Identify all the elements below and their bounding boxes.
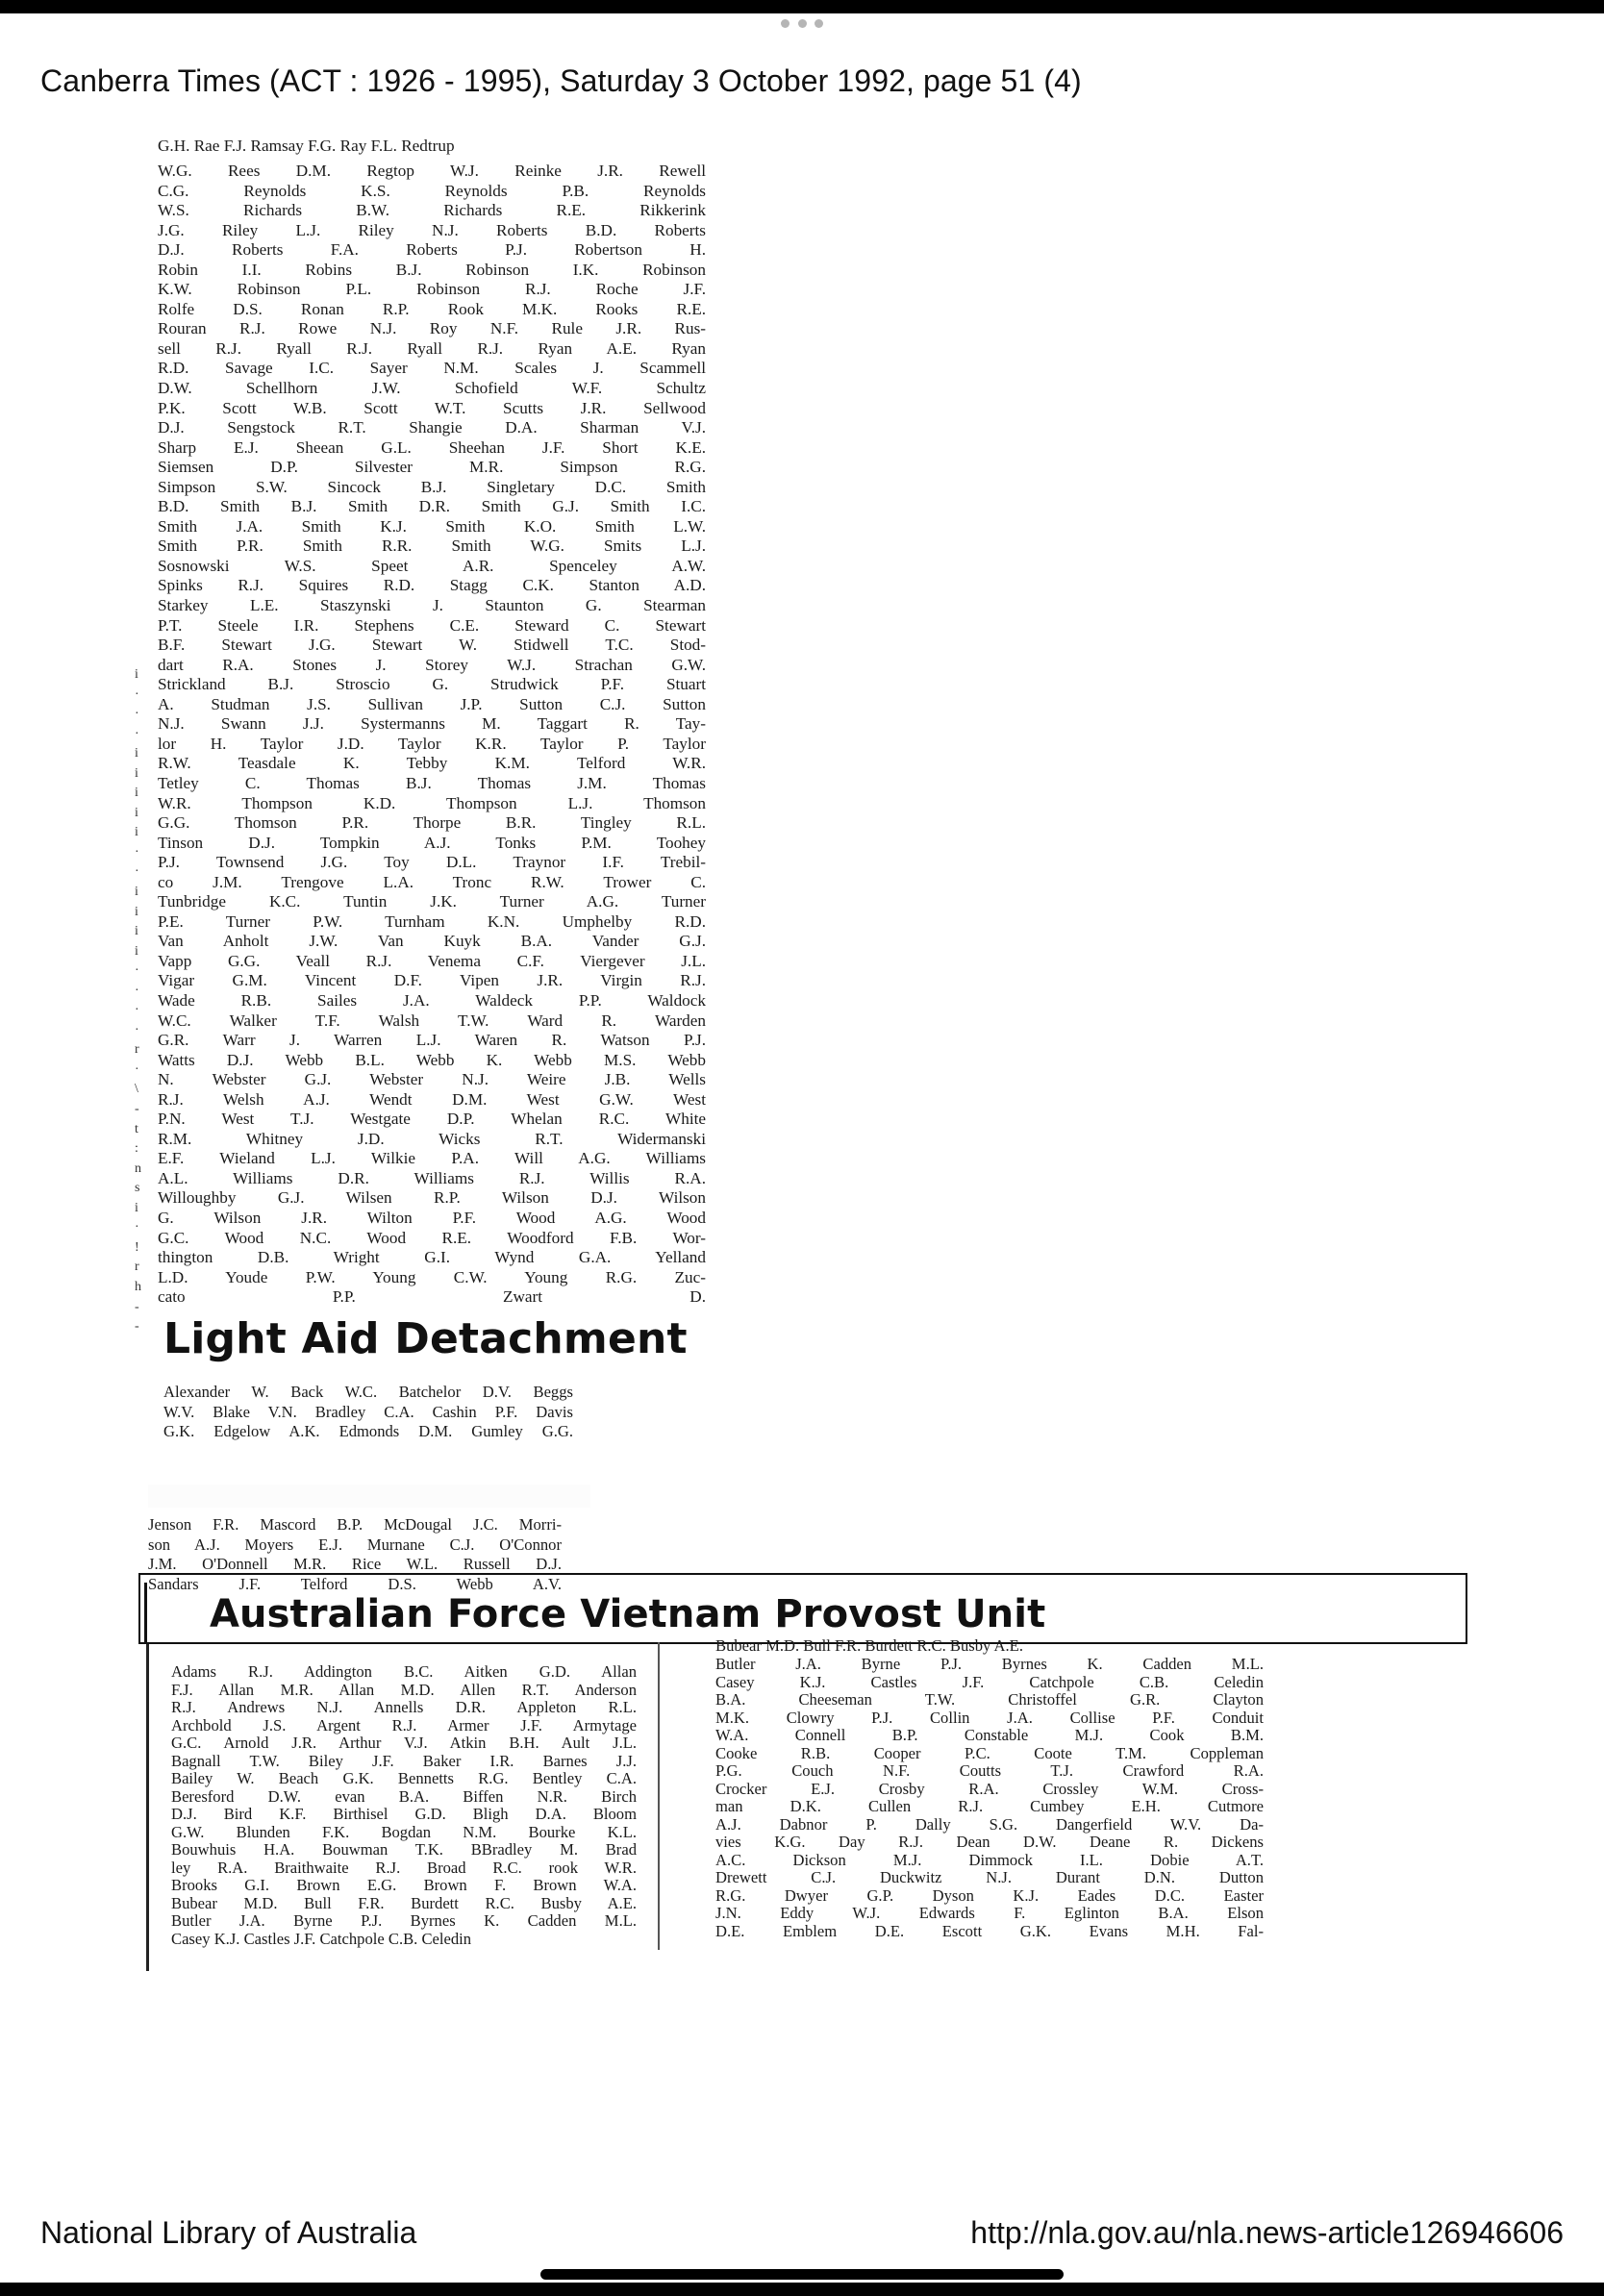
- text-line: Strickland B.J. Stroscio G. Strudwick P.F. Stuart: [158, 675, 706, 694]
- text-line: vies K.G. Day R.J. Dean D.W. Deane R. Dickens: [715, 1833, 1264, 1851]
- text-line: Van Anholt J.W. Van Kuyk B.A. Vander G.J.: [158, 932, 706, 951]
- text-line: W.C. Walker T.F. Walsh T.W. Ward R. Warden: [158, 1011, 706, 1030]
- text-line: D.J. Bird K.F. Birthisel G.D. Bligh D.A. Bloom: [171, 1805, 637, 1823]
- text-line: son A.J. Moyers E.J. Murnane C.J. O'Connor: [148, 1535, 562, 1554]
- section-heading-text: Light Aid Detachment: [163, 1314, 688, 1363]
- margin-mark: ·: [135, 1061, 139, 1077]
- text-line: Brooks G.I. Brown E.G. Brown F. Brown W.A.: [171, 1876, 637, 1894]
- text-line: G. Wilson J.R. Wilton P.F. Wood A.G. Wood: [158, 1208, 706, 1227]
- text-line: W.G. Rees D.M. Regtop W.J. Reinke J.R. Rewell: [158, 162, 706, 180]
- text-line: thington D.B. Wright G.I. Wynd G.A. Yelland: [158, 1248, 706, 1267]
- text-line: Simpson S.W. Sincock B.J. Singletary D.C. Smith: [158, 477, 706, 496]
- text-line: R.J. Andrews N.J. Annells D.R. Appleton R.L.: [171, 1698, 637, 1716]
- text-line: G.R. Warr J. Warren L.J. Waren R. Watson P.J.: [158, 1031, 706, 1050]
- text-line: P.G. Couch N.F. Coutts T.J. Crawford R.A.: [715, 1761, 1264, 1780]
- text-line: Tetley C. Thomas B.J. Thomas J.M. Thomas: [158, 773, 706, 792]
- text-line: Robin I.I. Robins B.J. Robinson I.K. Robinson: [158, 260, 706, 279]
- text-line: Crocker E.J. Crosby R.A. Crossley W.M. Cross-: [715, 1779, 1264, 1798]
- text-line: R.J. Welsh A.J. Wendt D.M. West G.W. West: [158, 1089, 706, 1109]
- name-list: [158, 162, 706, 1308]
- afv-name-list-2: [715, 1656, 1264, 1940]
- text-line: A.L. Williams D.R. Williams R.J. Willis R.A.: [158, 1168, 706, 1187]
- text-line: P.E. Turner P.W. Turnham K.N. Umphelby R.D.: [158, 911, 706, 931]
- text-line: W.R. Thompson K.D. Thompson L.J. Thomson: [158, 793, 706, 812]
- more-options-icon[interactable]: [781, 17, 823, 29]
- text-line: Spinks R.J. Squires R.D. Stagg C.K. Stanton A.D.: [158, 576, 706, 595]
- text-line: Rolfe D.S. Ronan R.P. Rook M.K. Rooks R.E.: [158, 299, 706, 318]
- scan-gap: [148, 1485, 590, 1508]
- text-line: Bagnall T.W. Biley J.F. Baker I.R. Barnes J.J.: [171, 1751, 637, 1770]
- text-line: P.N. West T.J. Westgate D.P. Whelan R.C. White: [158, 1110, 706, 1129]
- column-rule-left: [146, 1644, 149, 1971]
- margin-mark: ·: [135, 707, 139, 722]
- lad-name-list-1: [163, 1383, 573, 1442]
- text-line: Starkey L.E. Staszynski J. Staunton G. Stearman: [158, 596, 706, 615]
- text-line: Tinson D.J. Tompkin A.J. Tonks P.M. Toohey: [158, 833, 706, 852]
- text-line: E.F. Wieland L.J. Wilkie P.A. Will A.G. Williams: [158, 1149, 706, 1168]
- afv-name-list-1: [171, 1663, 637, 1931]
- top-status-bar: [0, 0, 1604, 13]
- text-line: W.A. Connell B.P. Constable M.J. Cook B.M.: [715, 1726, 1264, 1744]
- margin-mark: ·: [135, 686, 139, 702]
- text-line: A.C. Dickson M.J. Dimmock I.L. Dobie A.T.: [715, 1850, 1264, 1869]
- text-line: W.V. Blake V.N. Bradley C.A. Cashin P.F. Davis: [163, 1402, 573, 1421]
- text-line: D.J. Roberts F.A. Roberts P.J. Robertson H.: [158, 240, 706, 260]
- margin-mark: i: [135, 885, 138, 900]
- text-line: P.K. Scott W.B. Scott W.T. Scutts J.R. Sellwood: [158, 398, 706, 417]
- margin-mark: i: [135, 805, 138, 820]
- margin-mark: -: [135, 1319, 139, 1335]
- column-rule-divider: [658, 1642, 660, 1950]
- afv-column-2: [715, 1636, 1264, 1940]
- text-line: Sandars J.F. Telford D.S. Webb A.V.: [148, 1574, 562, 1593]
- text-line: Sharp E.J. Sheean G.L. Sheehan J.F. Short K.E.: [158, 437, 706, 457]
- margin-mark: h: [135, 1279, 141, 1294]
- text-line: K.W. Robinson P.L. Robinson R.J. Roche J.F.: [158, 280, 706, 299]
- text-line: J.N. Eddy W.J. Edwards F. Eglinton B.A. Elson: [715, 1904, 1264, 1922]
- text-line: G.C. Wood N.C. Wood R.E. Woodford F.B. Wor-: [158, 1228, 706, 1247]
- text-line: Casey K.J. Castles J.F. Catchpole C.B. Celedin: [715, 1672, 1264, 1691]
- text-line: P.J. Townsend J.G. Toy D.L. Traynor I.F. Trebil-: [158, 853, 706, 872]
- text-line: cato P.P. Zwart D.: [158, 1287, 706, 1307]
- text-line: J.G. Riley L.J. Riley N.J. Roberts B.D. Roberts: [158, 220, 706, 239]
- text-line: F.J. Allan M.R. Allan M.D. Allen R.T. Anderson: [171, 1680, 637, 1699]
- margin-mark: -: [135, 1102, 139, 1117]
- margin-mark: ·: [135, 983, 139, 998]
- text-line: sell R.J. Ryall R.J. Ryall R.J. Ryan A.E. Ryan: [158, 338, 706, 358]
- text-line: R.M. Whitney J.D. Wicks R.T. Widermanski: [158, 1129, 706, 1148]
- cut-off-line-text: Bubear M.D. Bull F.R. Burdett R.C. Busby A.E.: [715, 1636, 1023, 1655]
- text-line: D.J. Sengstock R.T. Shangie D.A. Sharman V.J.: [158, 418, 706, 437]
- text-line: D.W. Schellhorn J.W. Schofield W.F. Schultz: [158, 379, 706, 398]
- margin-mark: !: [135, 1239, 139, 1255]
- text-line: man D.K. Cullen R.J. Cumbey E.H. Cutmore: [715, 1797, 1264, 1815]
- text-line: G.G. Thomson P.R. Thorpe B.R. Tingley R.L.: [158, 813, 706, 833]
- margin-mark: i: [135, 667, 138, 682]
- text-line: Jenson F.R. Mascord B.P. McDougal J.C. Morri-: [148, 1515, 562, 1534]
- margin-marks: [135, 665, 154, 1454]
- text-line: Wade R.B. Sailes J.A. Waldeck P.P. Waldock: [158, 990, 706, 1010]
- page-title: Canberra Times (ACT : 1926 - 1995), Saturday 3 October 1992, page 51 (4): [40, 63, 1082, 98]
- text-line: Siemsen D.P. Silvester M.R. Simpson R.G.: [158, 458, 706, 477]
- margin-mark: i: [135, 825, 138, 840]
- afv-column-1: [171, 1662, 637, 1948]
- margin-mark: ·: [135, 963, 139, 979]
- text-line: B.F. Stewart J.G. Stewart W. Stidwell T.C. Stod-: [158, 636, 706, 655]
- frame-left-bar: [144, 1583, 147, 1642]
- margin-mark: i: [135, 1200, 138, 1215]
- margin-mark: r: [135, 1042, 139, 1058]
- text-line: Sosnowski W.S. Speet A.R. Spenceley A.W.: [158, 556, 706, 575]
- text-line: W.S. Richards B.W. Richards R.E. Rikkerink: [158, 201, 706, 220]
- text-line: C.G. Reynolds K.S. Reynolds P.B. Reynolds: [158, 181, 706, 200]
- text-line: Vapp G.G. Veall R.J. Venema C.F. Viergever J.L.: [158, 951, 706, 970]
- margin-mark: s: [135, 1181, 140, 1196]
- section-heading-light-aid-detachment: [163, 1314, 875, 1376]
- bottom-bar: [0, 2283, 1604, 2296]
- text-line: D.E. Emblem D.E. Escott G.K. Evans M.H. Fal-: [715, 1921, 1264, 1940]
- text-line: lor H. Taylor J.D. Taylor K.R. Taylor P. Taylor: [158, 734, 706, 753]
- text-line: R.G. Dwyer G.P. Dyson K.J. Eades D.C. Easter: [715, 1885, 1264, 1905]
- text-line: dart R.A. Stones J. Storey W.J. Strachan G.W.: [158, 655, 706, 674]
- text-line: Butler J.A. Byrne P.J. Byrnes K. Cadden M.L.: [715, 1655, 1264, 1673]
- margin-mark: :: [135, 1141, 138, 1157]
- text-line: Bubear M.D. Bull F.R. Burdett R.C. Busby A.E.: [171, 1893, 637, 1912]
- text-line: B.D. Smith B.J. Smith D.R. Smith G.J. Smith I.C.: [158, 497, 706, 516]
- newspaper-clipping: [135, 137, 1481, 1973]
- text-line: Beresford D.W. evan B.A. Biffen N.R. Birch: [171, 1786, 637, 1806]
- text-line: Willoughby G.J. Wilsen R.P. Wilson D.J. Wilson: [158, 1188, 706, 1208]
- margin-mark: r: [135, 1260, 139, 1275]
- margin-mark: ·: [135, 726, 139, 741]
- footer-source: National Library of Australia: [40, 2215, 417, 2250]
- text-line: Rouran R.J. Rowe N.J. Roy N.F. Rule J.R. Rus-: [158, 319, 706, 338]
- margin-mark: t: [135, 1121, 138, 1136]
- margin-mark: ·: [135, 844, 139, 860]
- text-line: A. Studman J.S. Sullivan J.P. Sutton C.J. Sutton: [158, 694, 706, 713]
- cut-off-line-text: G.H. Rae F.J. Ramsay F.G. Ray F.L. Redtrup: [158, 137, 455, 155]
- margin-mark: -: [135, 1299, 139, 1314]
- margin-mark: i: [135, 765, 138, 781]
- text-line: ley R.A. Braithwaite R.J. Broad R.C. rook W.R.: [171, 1858, 637, 1877]
- text-line: A.J. Dabnor P. Dally S.G. Dangerfield W.V. Da-: [715, 1814, 1264, 1834]
- text-line: L.D. Youde P.W. Young C.W. Young R.G. Zuc-: [158, 1267, 706, 1286]
- margin-mark: i: [135, 943, 138, 959]
- roll-column-main: [158, 137, 706, 1308]
- text-line: N.J. Swann J.J. Systermanns M. Taggart R. Tay-: [158, 714, 706, 734]
- text-line: Alexander W. Back W.C. Batchelor D.V. Beggs: [163, 1383, 573, 1401]
- text-line: Watts D.J. Webb B.L. Webb K. Webb M.S. Webb: [158, 1050, 706, 1069]
- text-line: Vigar G.M. Vincent D.F. Vipen J.R. Virgin R.J.: [158, 971, 706, 990]
- footer-url-link[interactable]: http://nla.gov.au/nla.news-article126946606: [970, 2215, 1564, 2250]
- text-line: Tunbridge K.C. Tuntin J.K. Turner A.G. Turner: [158, 892, 706, 911]
- text-line: Archbold J.S. Argent R.J. Armer J.F. Armytage: [171, 1715, 637, 1734]
- text-line: Smith P.R. Smith R.R. Smith W.G. Smits L.J.: [158, 537, 706, 556]
- margin-mark: n: [135, 1160, 141, 1176]
- margin-mark: ·: [135, 1220, 139, 1235]
- section-heading-afv-provost-unit: Australian Force Vietnam Provost Unit: [210, 1592, 1046, 1636]
- text-line: R.D. Savage I.C. Sayer N.M. Scales J. Scammell: [158, 359, 706, 378]
- cut-off-line: [715, 1636, 1264, 1656]
- margin-mark: i: [135, 904, 138, 919]
- margin-mark: i: [135, 924, 138, 939]
- margin-mark: i: [135, 786, 138, 801]
- margin-mark: ·: [135, 1003, 139, 1018]
- text-line: B.A. Cheeseman T.W. Christoffel G.R. Clayton: [715, 1690, 1264, 1709]
- text-line: R.W. Teasdale K. Tebby K.M. Telford W.R.: [158, 754, 706, 773]
- text-line: Bailey W. Beach G.K. Bennetts R.G. Bentley C.A.: [171, 1769, 637, 1787]
- text-line: N. Webster G.J. Webster N.J. Weire J.B. Wells: [158, 1070, 706, 1089]
- cut-off-line: [171, 1929, 637, 1948]
- margin-mark: ·: [135, 864, 139, 880]
- margin-mark: \: [135, 1082, 138, 1097]
- text-line: co J.M. Trengove L.A. Tronc R.W. Trower C.: [158, 872, 706, 891]
- cut-off-line: [158, 137, 706, 162]
- text-line: J.M. O'Donnell M.R. Rice W.L. Russell D.J.: [148, 1555, 562, 1574]
- text-line: Smith J.A. Smith K.J. Smith K.O. Smith L.W.: [158, 516, 706, 536]
- text-line: Drewett C.J. Duckwitz N.J. Durant D.N. Dutton: [715, 1868, 1264, 1886]
- cut-off-line-text: Casey K.J. Castles J.F. Catchpole C.B. Celedin: [171, 1929, 472, 1948]
- text-line: Cooke R.B. Cooper P.C. Coote T.M. Coppleman: [715, 1743, 1264, 1762]
- home-indicator[interactable]: [540, 2269, 1064, 2280]
- text-line: Bouwhuis H.A. Bouwman T.K. BBradley M. Brad: [171, 1840, 637, 1859]
- text-line: Butler J.A. Byrne P.J. Byrnes K. Cadden M.L.: [171, 1911, 637, 1930]
- text-line: Adams R.J. Addington B.C. Aitken G.D. Allan: [171, 1662, 637, 1681]
- margin-mark: i: [135, 746, 138, 761]
- text-line: G.W. Blunden F.K. Bogdan N.M. Bourke K.L.: [171, 1822, 637, 1841]
- text-line: M.K. Clowry P.J. Collin J.A. Collise P.F. Conduit: [715, 1708, 1264, 1727]
- text-line: P.T. Steele I.R. Stephens C.E. Steward C. Stewart: [158, 615, 706, 635]
- text-line: G.K. Edgelow A.K. Edmonds D.M. Gumley G.G.: [163, 1422, 573, 1441]
- text-line: G.C. Arnold J.R. Arthur V.J. Atkin B.H. Ault J.L.: [171, 1734, 637, 1752]
- margin-mark: ·: [135, 1022, 139, 1037]
